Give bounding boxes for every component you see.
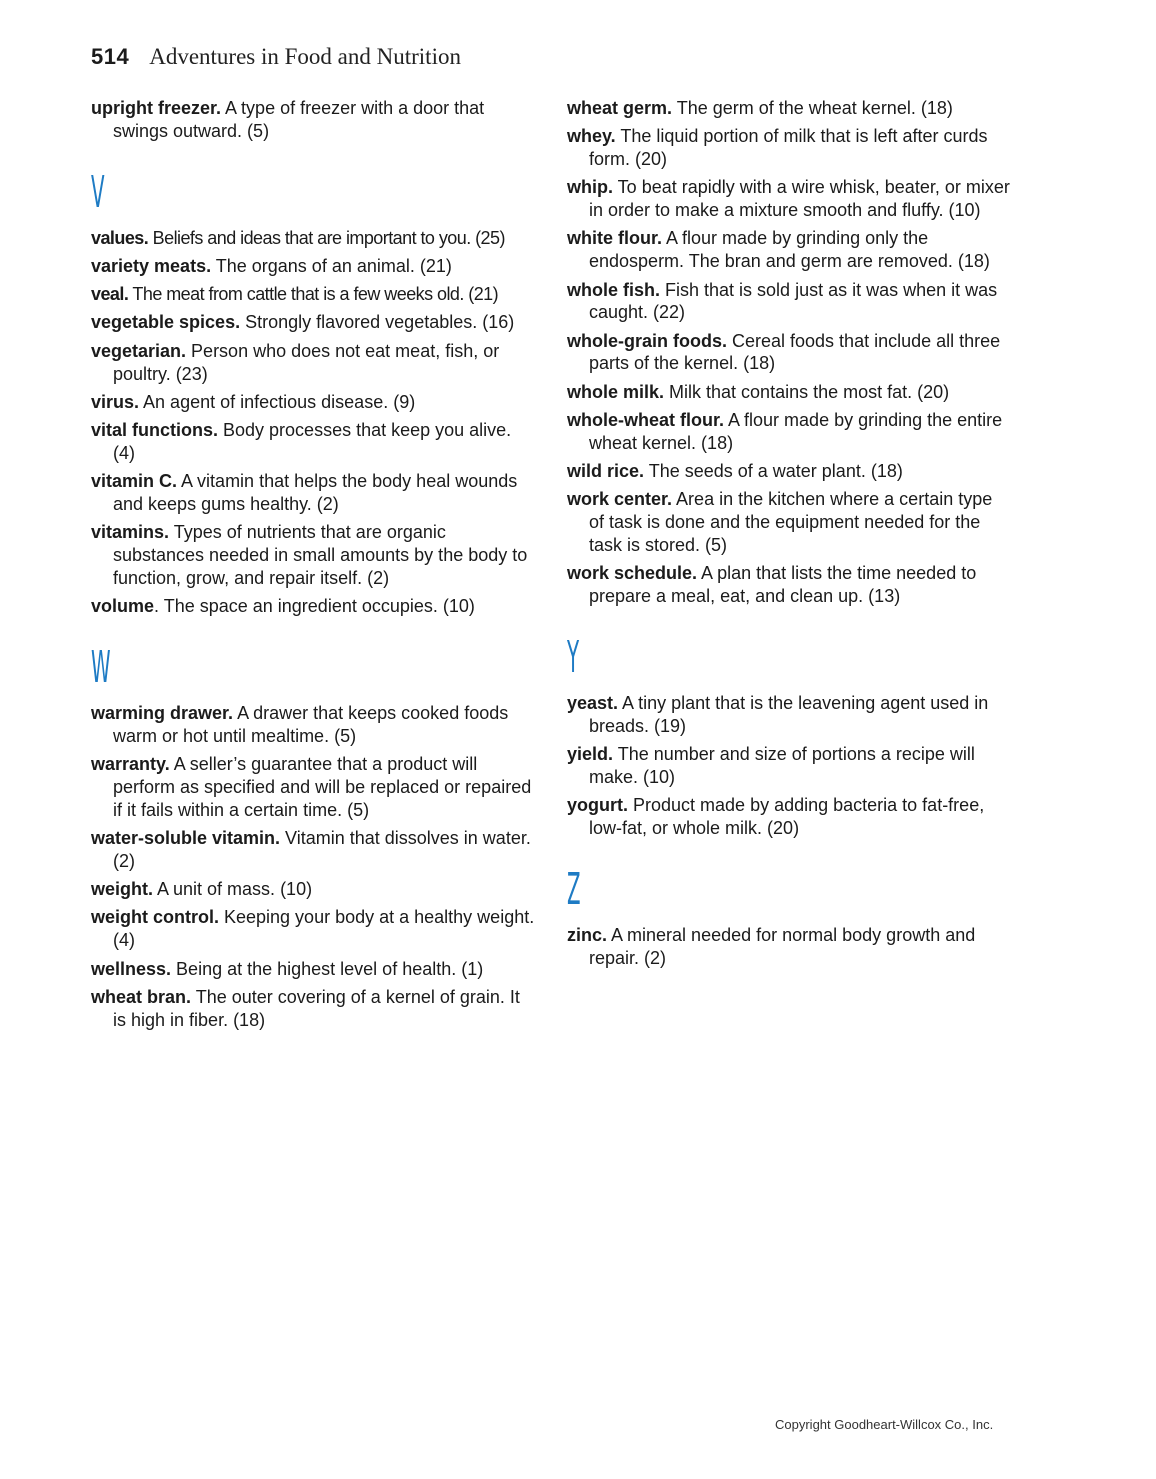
glossary-definition: Cereal foods that include all three parts of the kernel. (18) bbox=[589, 330, 1001, 374]
glossary-entry-vegetable-spices bbox=[91, 311, 536, 334]
glossary-term: vital functions. bbox=[91, 420, 219, 441]
glossary-entry-vital-functions bbox=[91, 419, 536, 465]
glossary-term: vitamin C. bbox=[91, 471, 178, 492]
glossary-definition: A drawer that keeps cooked foods warm or hot until mealtime. (5) bbox=[113, 703, 509, 746]
glossary-term: yogurt. bbox=[567, 795, 628, 816]
glossary-term: warming drawer. bbox=[91, 703, 234, 724]
glossary-entry-weight-control bbox=[91, 906, 536, 952]
glossary-definition: Product made by adding bacteria to fat-free, low-fat, or whole milk. (20) bbox=[589, 795, 985, 838]
glossary-definition: The seeds of a water plant. (18) bbox=[644, 461, 903, 482]
glossary-term: yield. bbox=[567, 744, 614, 765]
glossary-definition: A vitamin that helps the body heal wounds and keeps gums healthy. (2) bbox=[113, 471, 518, 515]
glossary-entry-whole-wheat-flour bbox=[567, 409, 1012, 455]
glossary-definition: Body processes that keep you alive. (4) bbox=[113, 420, 512, 463]
glossary-definition: The outer covering of a kernel of grain. It is high in fiber. (18) bbox=[113, 986, 520, 1030]
glossary-definition: Person who does not eat meat, fish, or poultry. (23) bbox=[113, 340, 500, 384]
glossary-term: values. bbox=[91, 227, 149, 248]
glossary-definition: Being at the highest level of health. (1) bbox=[171, 958, 484, 979]
glossary-definition: A plan that lists the time needed to prepare a meal, eat, and clean up. (13) bbox=[589, 563, 977, 607]
glossary-definition: A tiny plant that is the leavening agent used in breads. (19) bbox=[589, 692, 989, 736]
glossary-term: virus. bbox=[91, 391, 140, 412]
glossary-term: whole fish. bbox=[567, 279, 661, 300]
glossary-term: wheat germ. bbox=[567, 98, 673, 118]
glossary-term: vegetable spices. bbox=[91, 312, 241, 333]
section-letter-y: Y bbox=[567, 631, 580, 683]
glossary-entry-virus bbox=[91, 391, 536, 414]
glossary-definition: An agent of infectious disease. (9) bbox=[139, 391, 416, 412]
glossary-entry-wheat-germ bbox=[567, 97, 1012, 120]
glossary-term: wellness. bbox=[91, 958, 172, 979]
glossary-entry-warranty bbox=[91, 753, 536, 821]
glossary-definition: . The space an ingredient occupies. (10) bbox=[154, 596, 475, 617]
glossary-term: white flour. bbox=[567, 228, 663, 249]
glossary-definition: Keeping your body at a healthy weight. (4) bbox=[113, 907, 535, 951]
glossary-definition: The germ of the wheat kernel. (18) bbox=[672, 98, 953, 118]
glossary-entry-variety-meats bbox=[91, 255, 536, 278]
glossary-definition: Fish that is sold just as it was when it was caught. (22) bbox=[589, 279, 998, 323]
glossary-term: veal. bbox=[91, 284, 129, 305]
glossary-term: work schedule. bbox=[567, 563, 698, 584]
glossary-entry-yogurt bbox=[567, 794, 1012, 840]
glossary-definition: Milk that contains the most fat. (20) bbox=[664, 381, 950, 402]
glossary-term: vegetarian. bbox=[91, 340, 187, 361]
glossary-entry-whey bbox=[567, 125, 1012, 171]
page-number: 514 bbox=[91, 44, 130, 69]
glossary-definition: A flour made by grinding the entire wheat kernel. (18) bbox=[589, 410, 1003, 453]
glossary-left-column bbox=[91, 97, 536, 1037]
glossary-entry-yeast bbox=[567, 692, 1012, 738]
glossary-term: vitamins. bbox=[91, 522, 170, 543]
glossary-definition: Strongly flavored vegetables. (16) bbox=[240, 312, 515, 333]
glossary-definition: A mineral needed for normal body growth and repair. (2) bbox=[589, 924, 976, 968]
glossary-entry-vitamins bbox=[91, 521, 536, 589]
glossary-term: warranty. bbox=[91, 754, 170, 775]
glossary-entry-wild-rice bbox=[567, 460, 1012, 483]
glossary-term: whole milk. bbox=[567, 381, 665, 402]
glossary-definition: Beliefs and ideas that are important to you. (25) bbox=[148, 227, 505, 248]
glossary-entry-zinc bbox=[567, 924, 1012, 970]
glossary-entry-whole-milk bbox=[567, 381, 1012, 404]
glossary-definition: A type of freezer with a door that swings outward. (5) bbox=[113, 98, 485, 141]
glossary-entry-veal bbox=[91, 283, 536, 306]
glossary-entry-wellness bbox=[91, 958, 536, 981]
glossary-term: yeast. bbox=[567, 692, 619, 713]
glossary-entry-whole-grain-foods bbox=[567, 330, 1012, 376]
section-letter-z: Z bbox=[567, 863, 581, 915]
glossary-entry-work-schedule bbox=[567, 562, 1012, 608]
glossary-definition: The organs of an animal. (21) bbox=[211, 255, 452, 276]
glossary-entry-warming-drawer bbox=[91, 702, 536, 748]
section-letter-v: V bbox=[91, 166, 105, 218]
glossary-definition: A unit of mass. (10) bbox=[153, 879, 313, 900]
glossary-right-column bbox=[567, 97, 1012, 975]
glossary-entry-whip bbox=[567, 176, 1012, 222]
glossary-term: volume bbox=[91, 596, 155, 617]
glossary-definition: The number and size of portions a recipe will make. (10) bbox=[589, 744, 975, 787]
glossary-term: variety meats. bbox=[91, 255, 212, 276]
glossary-entry-vegetarian bbox=[91, 340, 536, 386]
book-title: Adventures in Food and Nutrition bbox=[149, 44, 461, 69]
glossary-definition: Vitamin that dissolves in water. (2) bbox=[113, 828, 531, 871]
glossary-entry-work-center bbox=[567, 488, 1012, 556]
glossary-entry-values bbox=[91, 227, 536, 250]
glossary-entry-whole-fish bbox=[567, 279, 1012, 325]
glossary-term: whey. bbox=[567, 126, 616, 147]
page-header bbox=[91, 44, 461, 78]
glossary-term: upright freezer. bbox=[91, 98, 222, 118]
glossary-definition: A flour made by grinding only the endosperm. The bran and germ are removed. (18) bbox=[589, 228, 990, 272]
glossary-term: weight. bbox=[91, 879, 153, 900]
glossary-term: wheat bran. bbox=[91, 986, 192, 1007]
glossary-term: whole-wheat flour. bbox=[567, 410, 725, 431]
glossary-entry-upright-freezer bbox=[91, 97, 536, 143]
glossary-entry-weight bbox=[91, 878, 536, 901]
glossary-term: work center. bbox=[567, 489, 673, 510]
glossary-entry-vitamin-c bbox=[91, 470, 536, 516]
glossary-entry-yield bbox=[567, 743, 1012, 789]
glossary-entry-water-soluble-vitamin bbox=[91, 827, 536, 873]
glossary-definition: The meat from cattle that is a few weeks old. (21) bbox=[128, 284, 499, 305]
glossary-term: whole-grain foods. bbox=[567, 330, 727, 351]
section-letter-w: W bbox=[91, 642, 111, 694]
glossary-entry-volume bbox=[91, 595, 536, 618]
glossary-term: whip. bbox=[567, 177, 613, 198]
glossary-definition: The liquid portion of milk that is left after curds form. (20) bbox=[589, 126, 988, 170]
glossary-definition: Types of nutrients that are organic substances needed in small amounts by the body to function, grow, and repair itself. (2) bbox=[113, 522, 528, 588]
copyright-notice: Copyright Goodheart-Willcox Co., Inc. bbox=[775, 1417, 994, 1432]
glossary-term: wild rice. bbox=[567, 461, 645, 482]
glossary-term: zinc. bbox=[567, 924, 608, 945]
glossary-entry-white-flour bbox=[567, 227, 1012, 273]
glossary-definition: To beat rapidly with a wire whisk, beater, or mixer in order to make a mixture smooth and fluffy. (10) bbox=[589, 177, 1010, 221]
glossary-term: water-soluble vitamin. bbox=[91, 828, 281, 849]
glossary-definition: A seller’s guarantee that a product will perform as specified and will be replaced or repaired if it fails within a certain time. (5) bbox=[113, 754, 532, 820]
glossary-entry-wheat-bran bbox=[91, 986, 536, 1032]
glossary-term: weight control. bbox=[91, 907, 219, 928]
glossary-definition: Area in the kitchen where a certain type of task is done and the equipment needed for the task is stored. (5) bbox=[589, 489, 993, 556]
